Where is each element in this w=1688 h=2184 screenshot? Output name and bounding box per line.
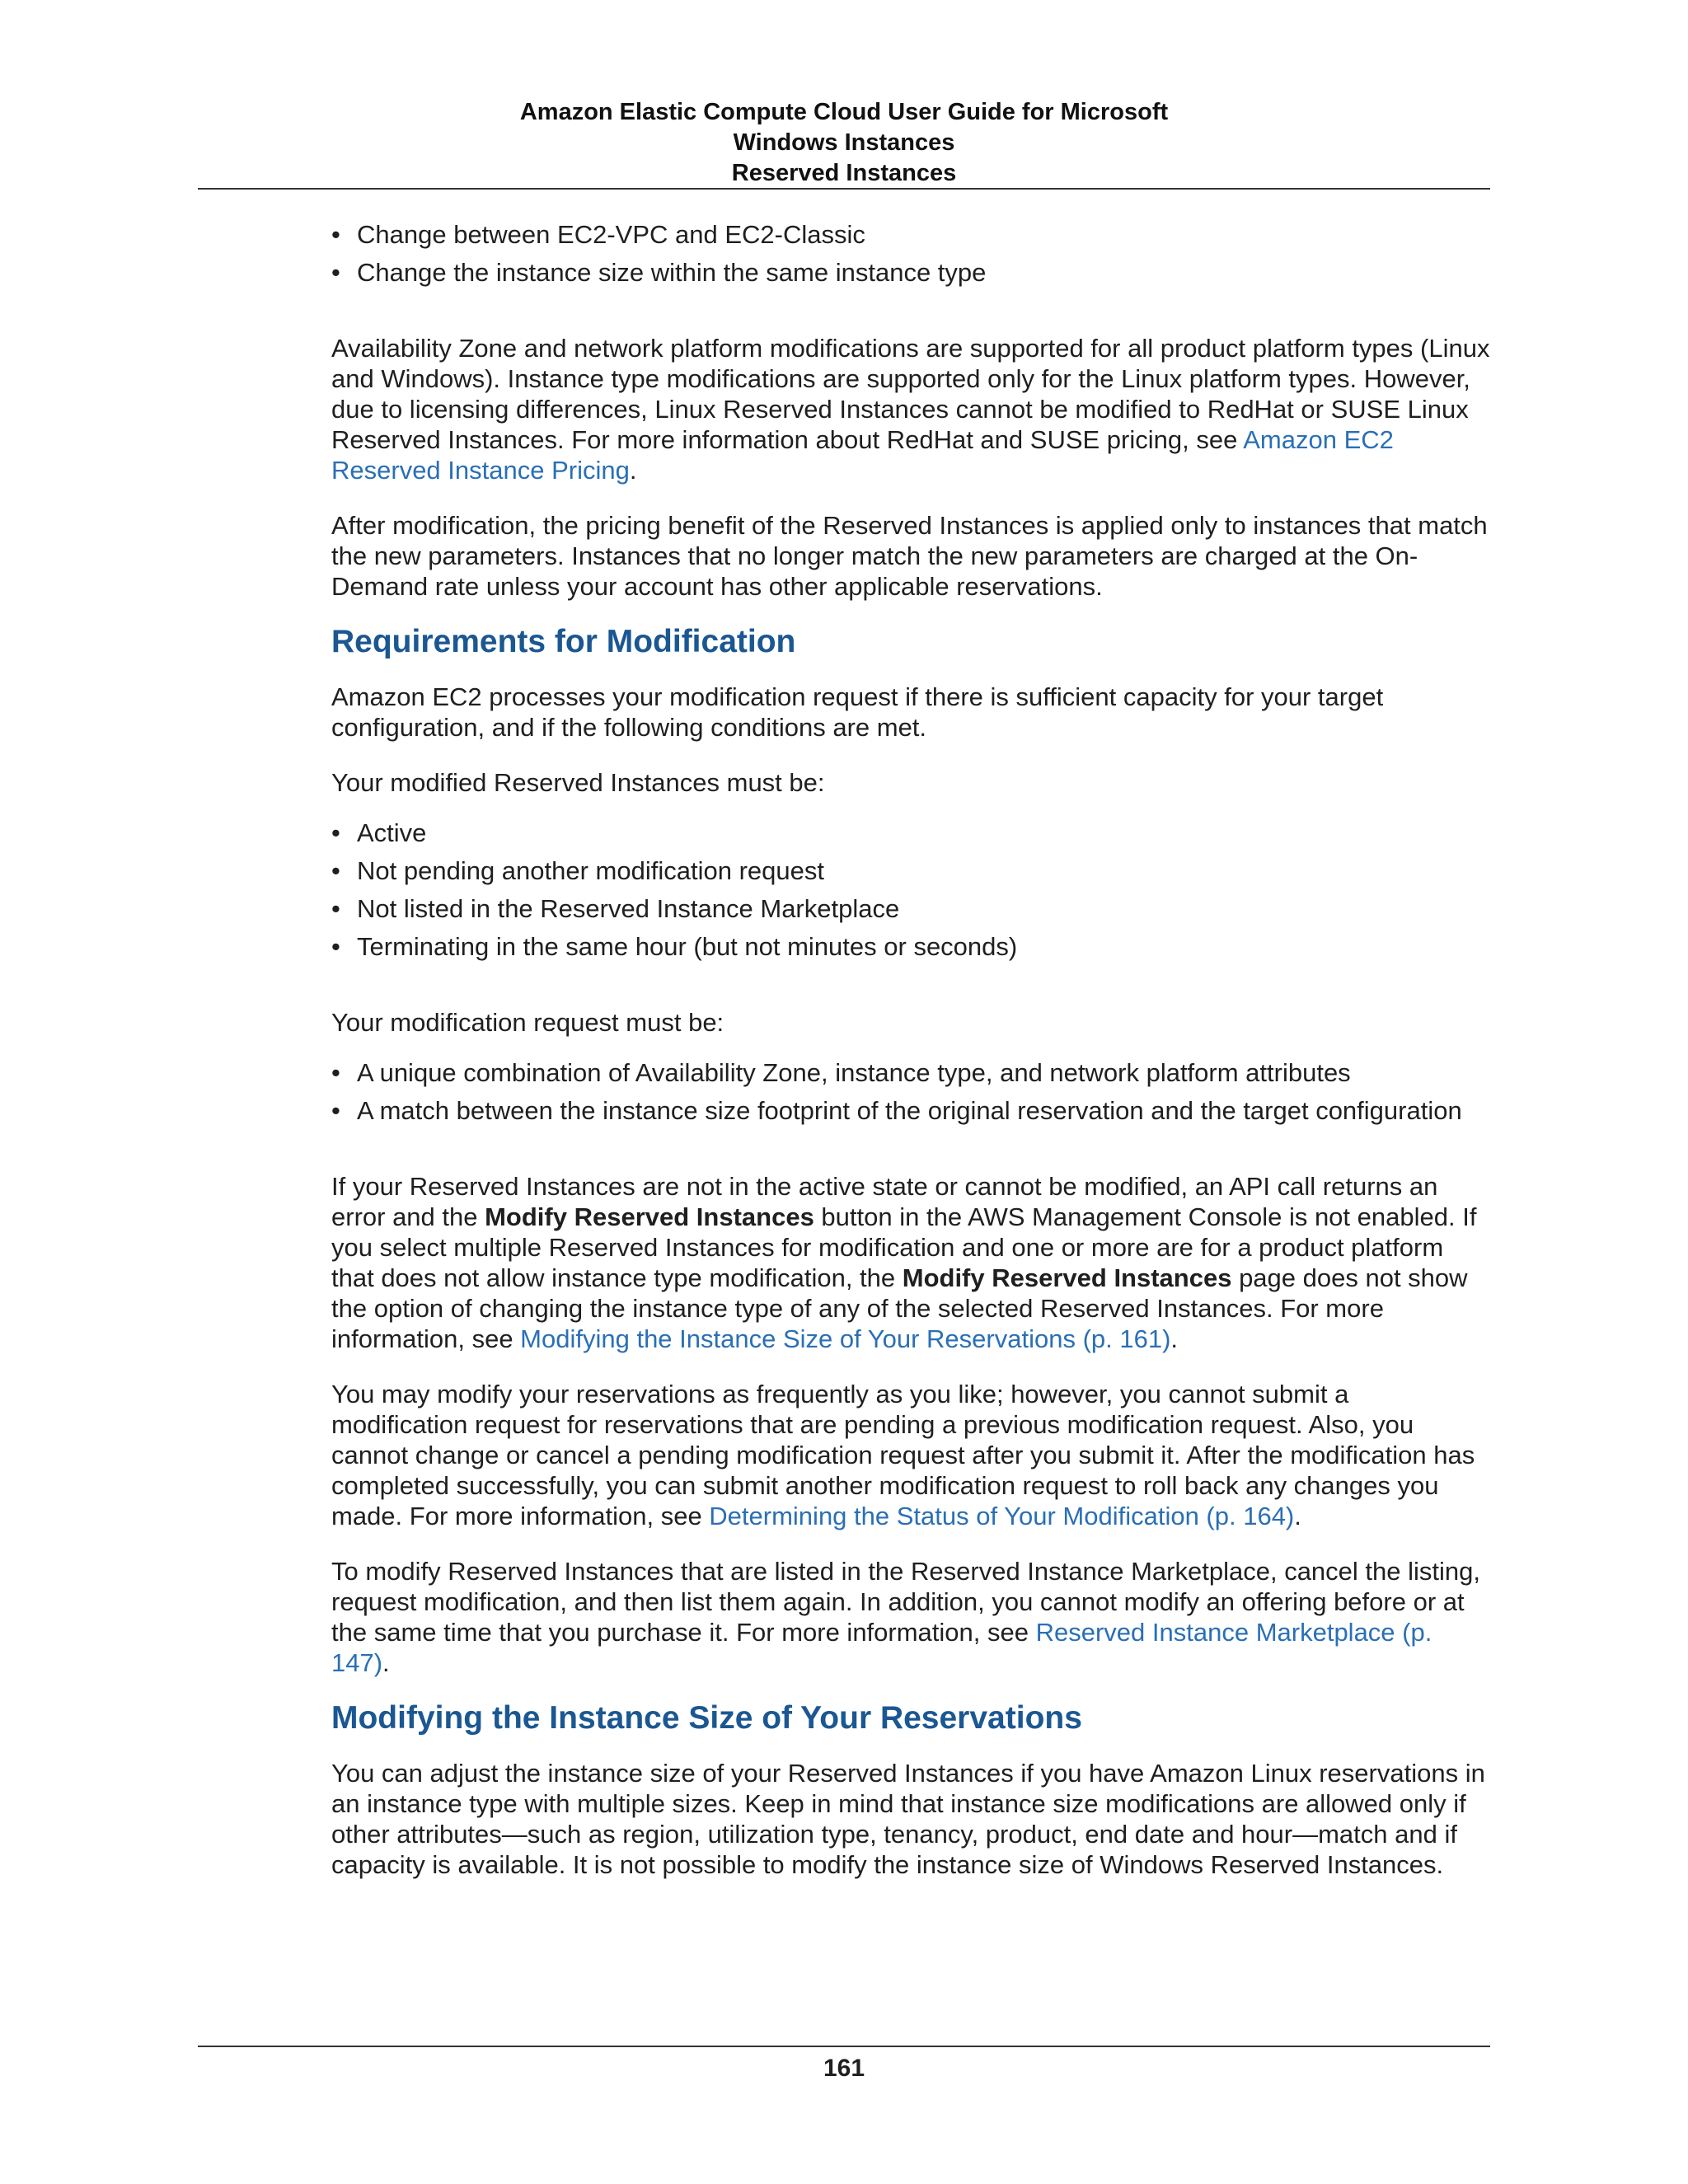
header-guide-subtitle: Windows Instances <box>733 129 955 156</box>
link-modifying-instance-size[interactable]: Modifying the Instance Size of Your Reservations (p. 161) <box>520 1324 1171 1353</box>
heading-modifying-instance-size: Modifying the Instance Size of Your Reservations <box>331 1700 1082 1736</box>
ui-term-modify-reserved-instances-button: Modify Reserved Instances <box>485 1202 814 1231</box>
paragraph-platform-support: Availability Zone and network platform modifications are supported for all product platform types (Linux and Windows). Instance type modifications are supported only for the Linux platform types. However, due to licensing differences, Linux Reserved Instances cannot be modified to RedHat or SUSE Linux Reserved Instances. For more information about RedHat and SUSE pricing, see Amazon EC2 Reserved Instance Pricing. <box>331 334 1490 485</box>
list-item: • Change the instance size within the same instance type <box>331 254 1490 292</box>
header-chapter-title: Reserved Instances <box>731 160 957 186</box>
list-item: • Terminating in the same hour (but not minutes or seconds) <box>331 928 1490 966</box>
link-ec2-reserved-instance-pricing[interactable]: Amazon EC2 Reserved Instance Pricing <box>331 425 1394 485</box>
header-divider <box>198 188 1490 190</box>
ri-conditions-list <box>331 814 1490 966</box>
paragraph-after-modification: After modification, the pricing benefit of the Reserved Instances is applied only to instances that match the new parameters. Instances that no longer match the new parameters are charged at the On-Demand rate unless your account has other applicable reservations. <box>331 511 1488 601</box>
list-item: • A match between the instance size footprint of the original reservation and the target configuration <box>331 1092 1490 1130</box>
header-guide-title: Amazon Elastic Compute Cloud User Guide for Microsoft <box>519 99 1169 125</box>
paragraph-marketplace-listings: To modify Reserved Instances that are listed in the Reserved Instance Marketplace, cancel the listing, request modification, and then list them again. In addition, you cannot modify an offering before or at the same time that you purchase it. For more information, see Reserved Instance Marketplace (p. 147). <box>331 1557 1480 1677</box>
footer-divider <box>198 2046 1490 2047</box>
list-item: • Active <box>331 814 1490 852</box>
paragraph-ri-must-be: Your modified Reserved Instances must be: <box>331 768 825 797</box>
paragraph-request-must-be: Your modification request must be: <box>331 1008 724 1037</box>
page-content <box>331 216 1490 1880</box>
ui-term-modify-reserved-instances-page: Modify Reserved Instances <box>902 1263 1232 1292</box>
running-header <box>198 97 1490 189</box>
paragraph-modification-frequency: You may modify your reservations as frequently as you like; however, you cannot submit a modification request for reservations that are pending a previous modification request. Also, you cannot change or cancel a pending modification request after you submit it. After the modification has completed successfully, you can submit another modification request to roll back any changes you made. For more information, see Determining the Status of Your Modification (p. 164). <box>331 1380 1475 1530</box>
list-item: • Not pending another modification request <box>331 852 1490 890</box>
paragraph-instance-size-adjustment: You can adjust the instance size of your Reserved Instances if you have Amazon Linux reservations in an instance type with multiple sizes. Keep in mind that instance size modifications are allowed only if other attributes—such as region, utilization type, tenancy, product, end date and hour—match and if capacity is available. It is not possible to modify the instance size of Windows Reserved Instances. <box>331 1759 1485 1879</box>
list-item: • A unique combination of Availability Zone, instance type, and network platform attributes <box>331 1054 1490 1092</box>
list-item: • Not listed in the Reserved Instance Marketplace <box>331 890 1490 928</box>
link-reserved-instance-marketplace[interactable]: Reserved Instance Marketplace (p. 147) <box>331 1618 1432 1677</box>
page-number: 161 <box>823 2055 865 2082</box>
request-conditions-list <box>331 1054 1490 1130</box>
link-determining-modification-status[interactable]: Determining the Status of Your Modification (p. 164) <box>709 1502 1295 1530</box>
intro-bullet-list <box>331 216 1490 292</box>
heading-requirements-for-modification: Requirements for Modification <box>331 624 796 659</box>
paragraph-requirements-intro: Amazon EC2 processes your modification request if there is sufficient capacity for your target configuration, and if the following conditions are met. <box>331 682 1384 742</box>
paragraph-not-active-state: If your Reserved Instances are not in the active state or cannot be modified, an API call returns an error and the Modify Reserved Instances button in the AWS Management Console is not enabled. If you select multiple Reserved Instances for modification and one or more are for a product platform that does not allow instance type modification, the Modify Reserved Instances page does not show the option of changing the instance type of any of the selected Reserved Instances. For more information, see Modifying the Instance Size of Your Reservations (p. 161). <box>331 1172 1477 1353</box>
list-item: • Change between EC2-VPC and EC2-Classic <box>331 216 1490 254</box>
